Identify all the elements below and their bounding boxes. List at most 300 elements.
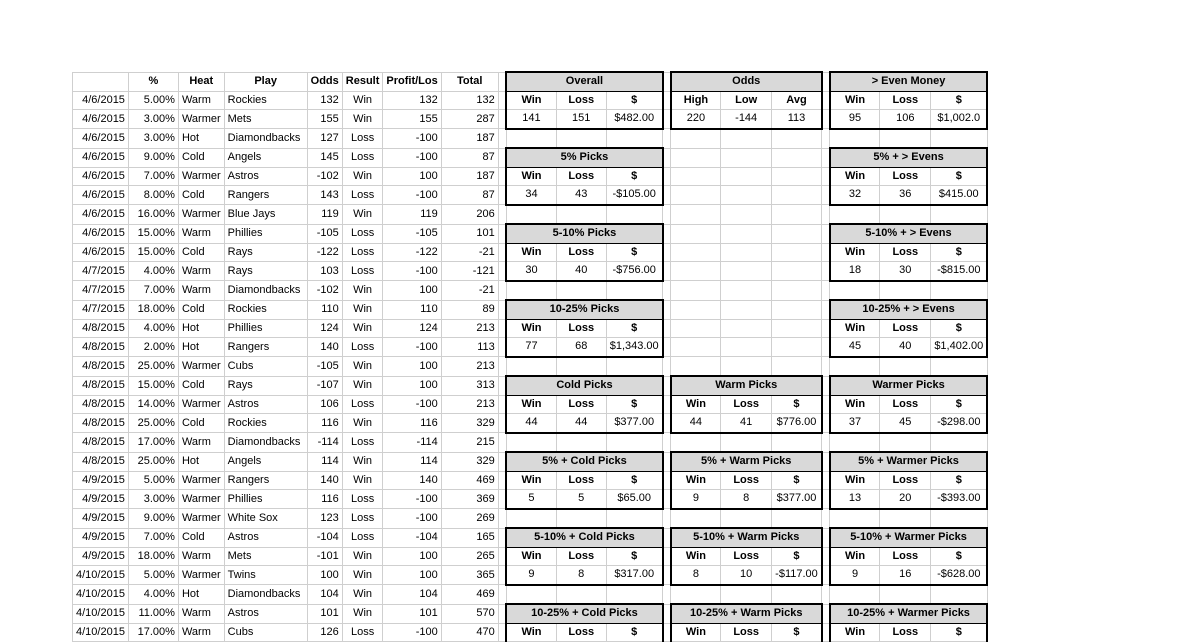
empty-cell[interactable]: [822, 585, 830, 605]
odds-cell[interactable]: -114: [307, 433, 342, 453]
summary-value[interactable]: 5: [556, 490, 606, 509]
date-cell[interactable]: 4/10/2015: [73, 585, 129, 605]
play-cell[interactable]: Astros: [224, 528, 307, 547]
empty-cell[interactable]: [498, 148, 506, 167]
odds-cell[interactable]: 143: [307, 186, 342, 205]
empty-cell[interactable]: [671, 433, 721, 453]
summary-column-header[interactable]: $: [606, 167, 662, 186]
empty-cell[interactable]: [822, 395, 830, 414]
summary-value[interactable]: 9: [506, 566, 556, 585]
result-cell[interactable]: Loss: [342, 148, 383, 167]
odds-cell[interactable]: 110: [307, 300, 342, 319]
heat-cell[interactable]: Cold: [178, 414, 224, 433]
empty-cell[interactable]: [663, 167, 671, 186]
summary-value[interactable]: $1,343.00: [606, 338, 662, 357]
summary-column-header[interactable]: Win: [671, 395, 721, 414]
summary-column-header[interactable]: Win: [506, 395, 556, 414]
summary-column-header[interactable]: $: [772, 471, 822, 490]
empty-cell[interactable]: [822, 490, 830, 509]
heat-cell[interactable]: Warmer: [178, 490, 224, 509]
empty-cell[interactable]: [663, 490, 671, 509]
empty-cell[interactable]: [663, 509, 671, 529]
summary-value[interactable]: $317.00: [606, 566, 662, 585]
empty-cell[interactable]: [772, 319, 822, 338]
date-cell[interactable]: 4/8/2015: [73, 357, 129, 377]
percent-cell[interactable]: 11.00%: [128, 604, 178, 623]
summary-title[interactable]: Warmer Picks: [830, 376, 987, 395]
heat-cell[interactable]: Hot: [178, 319, 224, 338]
percent-cell[interactable]: 3.00%: [128, 129, 178, 149]
empty-cell[interactable]: [822, 357, 830, 377]
summary-column-header[interactable]: $: [606, 547, 662, 566]
empty-cell[interactable]: [721, 338, 772, 357]
play-cell[interactable]: Rays: [224, 243, 307, 262]
summary-column-header[interactable]: Win: [830, 623, 880, 642]
profit-cell[interactable]: 100: [383, 566, 441, 585]
profit-cell[interactable]: 101: [383, 604, 441, 623]
summary-value[interactable]: 141: [506, 110, 556, 129]
heat-cell[interactable]: Warmer: [178, 509, 224, 529]
summary-title[interactable]: 5-10% + Warmer Picks: [830, 528, 987, 547]
empty-cell[interactable]: [772, 338, 822, 357]
profit-cell[interactable]: -100: [383, 129, 441, 149]
heat-cell[interactable]: Warm: [178, 547, 224, 566]
empty-cell[interactable]: [822, 129, 830, 149]
empty-cell[interactable]: [772, 186, 822, 205]
date-cell[interactable]: 4/8/2015: [73, 433, 129, 453]
date-cell[interactable]: 4/7/2015: [73, 300, 129, 319]
empty-cell[interactable]: [830, 281, 880, 301]
total-cell[interactable]: 101: [441, 224, 498, 243]
total-cell[interactable]: -21: [441, 243, 498, 262]
empty-cell[interactable]: [663, 205, 671, 225]
play-cell[interactable]: Diamondbacks: [224, 433, 307, 453]
odds-cell[interactable]: 132: [307, 91, 342, 110]
summary-column-header[interactable]: $: [931, 243, 987, 262]
total-cell[interactable]: 313: [441, 376, 498, 395]
date-cell[interactable]: 4/7/2015: [73, 281, 129, 301]
empty-cell[interactable]: [772, 300, 822, 319]
odds-cell[interactable]: 106: [307, 395, 342, 414]
empty-cell[interactable]: [822, 167, 830, 186]
empty-cell[interactable]: [498, 281, 506, 301]
summary-title[interactable]: > Even Money: [830, 72, 987, 91]
empty-cell[interactable]: [663, 452, 671, 471]
heat-cell[interactable]: Warm: [178, 281, 224, 301]
play-cell[interactable]: Phillies: [224, 319, 307, 338]
date-cell[interactable]: 4/9/2015: [73, 509, 129, 529]
empty-cell[interactable]: [671, 129, 721, 149]
empty-cell[interactable]: [822, 433, 830, 453]
summary-value[interactable]: 20: [880, 490, 931, 509]
profit-cell[interactable]: 110: [383, 300, 441, 319]
empty-cell[interactable]: [830, 205, 880, 225]
empty-cell[interactable]: [671, 148, 721, 167]
empty-cell[interactable]: [506, 129, 556, 149]
summary-title[interactable]: 5-10% + > Evens: [830, 224, 987, 243]
profit-cell[interactable]: -100: [383, 148, 441, 167]
empty-cell[interactable]: [606, 433, 662, 453]
empty-cell[interactable]: [498, 376, 506, 395]
date-cell[interactable]: 4/6/2015: [73, 129, 129, 149]
odds-cell[interactable]: -104: [307, 528, 342, 547]
empty-cell[interactable]: [822, 338, 830, 357]
summary-column-header[interactable]: Win: [830, 395, 880, 414]
total-cell[interactable]: 187: [441, 167, 498, 186]
empty-cell[interactable]: [498, 395, 506, 414]
empty-cell[interactable]: [498, 243, 506, 262]
date-cell[interactable]: 4/9/2015: [73, 547, 129, 566]
total-cell[interactable]: -21: [441, 281, 498, 301]
summary-value[interactable]: 34: [506, 186, 556, 205]
profit-cell[interactable]: 100: [383, 357, 441, 377]
total-cell[interactable]: 365: [441, 566, 498, 585]
empty-cell[interactable]: [498, 585, 506, 605]
summary-column-header[interactable]: Win: [506, 319, 556, 338]
date-cell[interactable]: 4/6/2015: [73, 110, 129, 129]
play-cell[interactable]: Mets: [224, 110, 307, 129]
percent-cell[interactable]: 9.00%: [128, 148, 178, 167]
summary-column-header[interactable]: Loss: [556, 547, 606, 566]
column-header[interactable]: Odds: [307, 72, 342, 91]
empty-cell[interactable]: [498, 604, 506, 623]
percent-cell[interactable]: 15.00%: [128, 243, 178, 262]
percent-cell[interactable]: 18.00%: [128, 547, 178, 566]
heat-cell[interactable]: Warmer: [178, 357, 224, 377]
percent-cell[interactable]: 25.00%: [128, 414, 178, 433]
empty-cell[interactable]: [498, 414, 506, 433]
summary-column-header[interactable]: $: [931, 471, 987, 490]
empty-cell[interactable]: [663, 224, 671, 243]
odds-cell[interactable]: 123: [307, 509, 342, 529]
profit-cell[interactable]: -100: [383, 623, 441, 642]
percent-cell[interactable]: 17.00%: [128, 623, 178, 642]
odds-cell[interactable]: 140: [307, 471, 342, 490]
date-cell[interactable]: 4/6/2015: [73, 243, 129, 262]
summary-value[interactable]: 77: [506, 338, 556, 357]
empty-cell[interactable]: [822, 186, 830, 205]
summary-value[interactable]: $776.00: [772, 414, 822, 433]
play-cell[interactable]: Rays: [224, 262, 307, 281]
percent-cell[interactable]: 5.00%: [128, 471, 178, 490]
empty-cell[interactable]: [506, 205, 556, 225]
empty-cell[interactable]: [506, 433, 556, 453]
result-cell[interactable]: Loss: [342, 395, 383, 414]
play-cell[interactable]: Diamondbacks: [224, 129, 307, 149]
result-cell[interactable]: Win: [342, 167, 383, 186]
play-cell[interactable]: Diamondbacks: [224, 585, 307, 605]
summary-column-header[interactable]: Loss: [556, 623, 606, 642]
summary-title[interactable]: 5% Picks: [506, 148, 662, 167]
result-cell[interactable]: Win: [342, 566, 383, 585]
summary-column-header[interactable]: Loss: [556, 243, 606, 262]
profit-cell[interactable]: 116: [383, 414, 441, 433]
empty-cell[interactable]: [498, 623, 506, 642]
empty-cell[interactable]: [772, 148, 822, 167]
empty-cell[interactable]: [506, 281, 556, 301]
empty-cell[interactable]: [671, 186, 721, 205]
result-cell[interactable]: Loss: [342, 509, 383, 529]
summary-column-header[interactable]: $: [606, 91, 662, 110]
summary-title[interactable]: 10-25% + > Evens: [830, 300, 987, 319]
empty-cell[interactable]: [772, 433, 822, 453]
summary-value[interactable]: 8: [671, 566, 721, 585]
percent-cell[interactable]: 2.00%: [128, 338, 178, 357]
play-cell[interactable]: Phillies: [224, 224, 307, 243]
empty-cell[interactable]: [822, 452, 830, 471]
date-cell[interactable]: 4/10/2015: [73, 566, 129, 585]
empty-cell[interactable]: [663, 623, 671, 642]
empty-cell[interactable]: [822, 528, 830, 547]
result-cell[interactable]: Win: [342, 300, 383, 319]
total-cell[interactable]: 113: [441, 338, 498, 357]
empty-cell[interactable]: [772, 585, 822, 605]
empty-cell[interactable]: [606, 509, 662, 529]
empty-cell[interactable]: [663, 319, 671, 338]
total-cell[interactable]: 469: [441, 585, 498, 605]
percent-cell[interactable]: 4.00%: [128, 262, 178, 281]
total-cell[interactable]: 213: [441, 395, 498, 414]
result-cell[interactable]: Win: [342, 281, 383, 301]
empty-cell[interactable]: [606, 129, 662, 149]
empty-cell[interactable]: [822, 91, 830, 110]
odds-cell[interactable]: -101: [307, 547, 342, 566]
total-cell[interactable]: 265: [441, 547, 498, 566]
play-cell[interactable]: Astros: [224, 604, 307, 623]
empty-cell[interactable]: [830, 357, 880, 377]
play-cell[interactable]: Astros: [224, 395, 307, 414]
summary-value[interactable]: $482.00: [606, 110, 662, 129]
empty-cell[interactable]: [498, 338, 506, 357]
profit-cell[interactable]: 100: [383, 167, 441, 186]
empty-cell[interactable]: [880, 129, 931, 149]
summary-value[interactable]: $1,402.00: [931, 338, 987, 357]
total-cell[interactable]: 287: [441, 110, 498, 129]
result-cell[interactable]: Loss: [342, 623, 383, 642]
empty-cell[interactable]: [822, 110, 830, 129]
empty-cell[interactable]: [822, 300, 830, 319]
summary-column-header[interactable]: Win: [506, 243, 556, 262]
summary-value[interactable]: 36: [880, 186, 931, 205]
heat-cell[interactable]: Cold: [178, 148, 224, 167]
play-cell[interactable]: Mets: [224, 547, 307, 566]
empty-cell[interactable]: [721, 300, 772, 319]
profit-cell[interactable]: -104: [383, 528, 441, 547]
odds-cell[interactable]: 100: [307, 566, 342, 585]
percent-cell[interactable]: 16.00%: [128, 205, 178, 225]
empty-cell[interactable]: [671, 509, 721, 529]
summary-column-header[interactable]: Loss: [556, 91, 606, 110]
empty-cell[interactable]: [830, 129, 880, 149]
play-cell[interactable]: Rangers: [224, 471, 307, 490]
empty-cell[interactable]: [772, 167, 822, 186]
summary-value[interactable]: $65.00: [606, 490, 662, 509]
date-cell[interactable]: 4/8/2015: [73, 376, 129, 395]
column-header[interactable]: %: [128, 72, 178, 91]
odds-cell[interactable]: -107: [307, 376, 342, 395]
empty-cell[interactable]: [772, 357, 822, 377]
summary-column-header[interactable]: $: [606, 623, 662, 642]
empty-cell[interactable]: [880, 585, 931, 605]
summary-value[interactable]: 151: [556, 110, 606, 129]
result-cell[interactable]: Win: [342, 414, 383, 433]
empty-cell[interactable]: [498, 357, 506, 377]
empty-cell[interactable]: [721, 129, 772, 149]
empty-cell[interactable]: [506, 357, 556, 377]
heat-cell[interactable]: Hot: [178, 338, 224, 357]
profit-cell[interactable]: -100: [383, 509, 441, 529]
play-cell[interactable]: Cubs: [224, 357, 307, 377]
summary-column-header[interactable]: Loss: [721, 547, 772, 566]
play-cell[interactable]: Phillies: [224, 490, 307, 509]
summary-value[interactable]: 18: [830, 262, 880, 281]
summary-title[interactable]: Cold Picks: [506, 376, 662, 395]
summary-column-header[interactable]: $: [931, 623, 987, 642]
empty-cell[interactable]: [498, 452, 506, 471]
empty-cell[interactable]: [663, 91, 671, 110]
summary-column-header[interactable]: Win: [830, 167, 880, 186]
profit-cell[interactable]: -105: [383, 224, 441, 243]
empty-cell[interactable]: [606, 585, 662, 605]
odds-cell[interactable]: 119: [307, 205, 342, 225]
heat-cell[interactable]: Cold: [178, 186, 224, 205]
empty-cell[interactable]: [671, 205, 721, 225]
summary-column-header[interactable]: Loss: [556, 395, 606, 414]
summary-column-header[interactable]: Loss: [880, 471, 931, 490]
profit-cell[interactable]: 124: [383, 319, 441, 338]
odds-cell[interactable]: 114: [307, 452, 342, 471]
empty-cell[interactable]: [663, 357, 671, 377]
empty-cell[interactable]: [880, 357, 931, 377]
odds-cell[interactable]: 145: [307, 148, 342, 167]
total-cell[interactable]: 165: [441, 528, 498, 547]
empty-cell[interactable]: [663, 148, 671, 167]
summary-column-header[interactable]: Win: [830, 547, 880, 566]
odds-cell[interactable]: 124: [307, 319, 342, 338]
date-cell[interactable]: 4/6/2015: [73, 167, 129, 186]
date-cell[interactable]: 4/10/2015: [73, 604, 129, 623]
empty-cell[interactable]: [498, 319, 506, 338]
percent-cell[interactable]: 5.00%: [128, 91, 178, 110]
total-cell[interactable]: 89: [441, 300, 498, 319]
odds-cell[interactable]: 103: [307, 262, 342, 281]
empty-cell[interactable]: [498, 490, 506, 509]
date-cell[interactable]: 4/8/2015: [73, 319, 129, 338]
total-cell[interactable]: 470: [441, 623, 498, 642]
total-cell[interactable]: 329: [441, 452, 498, 471]
total-cell[interactable]: 570: [441, 604, 498, 623]
profit-cell[interactable]: -100: [383, 186, 441, 205]
empty-cell[interactable]: [663, 281, 671, 301]
empty-cell[interactable]: [931, 129, 987, 149]
empty-cell[interactable]: [506, 509, 556, 529]
summary-value[interactable]: 41: [721, 414, 772, 433]
empty-cell[interactable]: [663, 300, 671, 319]
summary-column-header[interactable]: Loss: [880, 623, 931, 642]
summary-value[interactable]: 44: [556, 414, 606, 433]
total-cell[interactable]: 87: [441, 186, 498, 205]
summary-title[interactable]: Warm Picks: [671, 376, 822, 395]
empty-cell[interactable]: [663, 262, 671, 281]
summary-value[interactable]: 68: [556, 338, 606, 357]
empty-cell[interactable]: [830, 585, 880, 605]
empty-cell[interactable]: [671, 357, 721, 377]
empty-cell[interactable]: [721, 319, 772, 338]
summary-value[interactable]: -$117.00: [772, 566, 822, 585]
empty-cell[interactable]: [931, 357, 987, 377]
odds-cell[interactable]: -105: [307, 224, 342, 243]
empty-cell[interactable]: [822, 262, 830, 281]
summary-value[interactable]: 9: [830, 566, 880, 585]
empty-cell[interactable]: [830, 509, 880, 529]
total-cell[interactable]: 87: [441, 148, 498, 167]
percent-cell[interactable]: 7.00%: [128, 167, 178, 186]
summary-value[interactable]: 40: [556, 262, 606, 281]
summary-title[interactable]: 5-10% Picks: [506, 224, 662, 243]
empty-cell[interactable]: [822, 623, 830, 642]
empty-cell[interactable]: [556, 433, 606, 453]
empty-cell[interactable]: [663, 338, 671, 357]
empty-cell[interactable]: [772, 129, 822, 149]
summary-value[interactable]: 30: [506, 262, 556, 281]
empty-cell[interactable]: [822, 509, 830, 529]
odds-cell[interactable]: -122: [307, 243, 342, 262]
empty-cell[interactable]: [663, 471, 671, 490]
summary-column-header[interactable]: $: [931, 91, 987, 110]
play-cell[interactable]: Rockies: [224, 414, 307, 433]
summary-column-header[interactable]: Loss: [556, 319, 606, 338]
profit-cell[interactable]: -100: [383, 338, 441, 357]
empty-cell[interactable]: [721, 243, 772, 262]
summary-column-header[interactable]: Win: [506, 623, 556, 642]
empty-cell[interactable]: [931, 509, 987, 529]
empty-cell[interactable]: [822, 72, 830, 91]
summary-value[interactable]: 8: [721, 490, 772, 509]
play-cell[interactable]: Rockies: [224, 300, 307, 319]
empty-cell[interactable]: [822, 604, 830, 623]
empty-cell[interactable]: [880, 281, 931, 301]
result-cell[interactable]: Win: [342, 376, 383, 395]
empty-cell[interactable]: [663, 129, 671, 149]
column-header[interactable]: [73, 72, 129, 91]
summary-column-header[interactable]: Loss: [880, 91, 931, 110]
summary-value[interactable]: $377.00: [772, 490, 822, 509]
empty-cell[interactable]: [671, 243, 721, 262]
summary-column-header[interactable]: $: [931, 547, 987, 566]
result-cell[interactable]: Win: [342, 471, 383, 490]
summary-value[interactable]: 32: [830, 186, 880, 205]
heat-cell[interactable]: Warmer: [178, 471, 224, 490]
profit-cell[interactable]: 100: [383, 547, 441, 566]
empty-cell[interactable]: [721, 509, 772, 529]
empty-cell[interactable]: [606, 281, 662, 301]
profit-cell[interactable]: 100: [383, 376, 441, 395]
empty-cell[interactable]: [663, 376, 671, 395]
summary-value[interactable]: 9: [671, 490, 721, 509]
summary-value[interactable]: -$298.00: [931, 414, 987, 433]
total-cell[interactable]: 369: [441, 490, 498, 509]
summary-column-header[interactable]: Loss: [721, 471, 772, 490]
percent-cell[interactable]: 4.00%: [128, 585, 178, 605]
play-cell[interactable]: Angels: [224, 148, 307, 167]
profit-cell[interactable]: 140: [383, 471, 441, 490]
total-cell[interactable]: 187: [441, 129, 498, 149]
empty-cell[interactable]: [556, 129, 606, 149]
column-header[interactable]: Result: [342, 72, 383, 91]
empty-cell[interactable]: [671, 167, 721, 186]
empty-cell[interactable]: [556, 281, 606, 301]
heat-cell[interactable]: Hot: [178, 452, 224, 471]
